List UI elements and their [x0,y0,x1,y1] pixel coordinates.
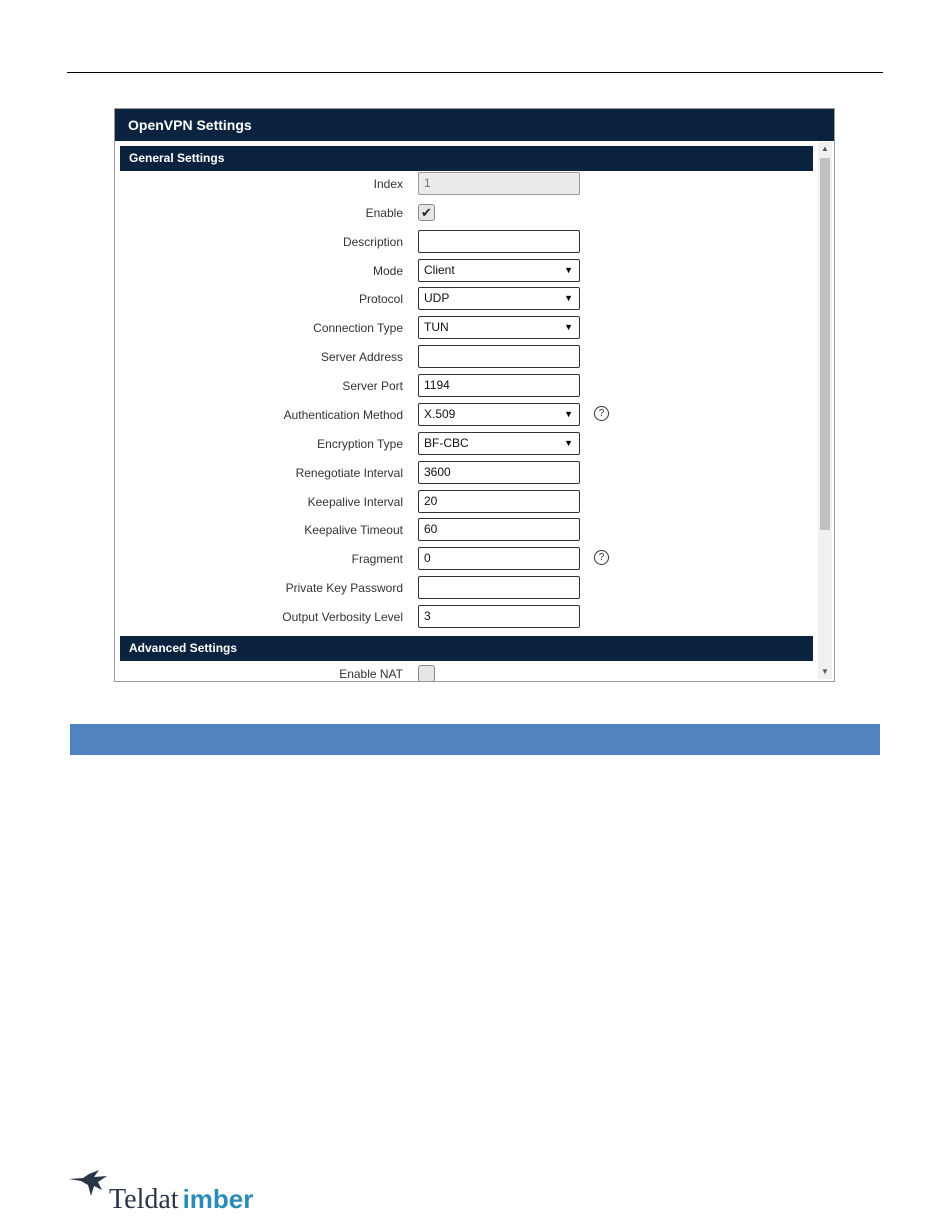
section-general-settings: General Settings [120,146,813,171]
row-mode [120,259,813,283]
logo-wordmark [109,1184,253,1216]
encryption-type-select[interactable] [418,432,580,455]
panel-title: OpenVPN Settings [115,109,834,141]
fragment-label: Fragment [351,552,403,566]
keepalive-interval-input[interactable]: 20 [418,490,580,513]
row-server-port [120,374,813,398]
dropdown-arrow-icon: ▼ [564,438,573,448]
encryption-type-value: BF-CBC [424,436,469,450]
authentication-method-select[interactable] [418,403,580,426]
connection-type-select[interactable] [418,316,580,339]
server-port-label: Server Port [342,379,403,393]
section-band [70,724,880,755]
private-key-password-label: Private Key Password [285,581,403,595]
connection-type-value: TUN [424,320,449,334]
openvpn-settings-panel [114,108,835,682]
dropdown-arrow-icon: ▼ [564,409,573,419]
row-enable [120,201,813,225]
server-port-input[interactable]: 1194 [418,374,580,397]
authentication-method-value: X.509 [424,407,456,421]
row-keepalive-interval [120,490,813,514]
fragment-input[interactable]: 0 [418,547,580,570]
protocol-value: UDP [424,291,450,305]
dropdown-arrow-icon: ▼ [564,293,573,303]
row-connection-type [120,316,813,340]
output-verbosity-level-label: Output Verbosity Level [282,610,403,624]
authentication-method-label: Authentication Method [283,408,403,422]
description-input[interactable] [418,230,580,253]
enable-nat-label: Enable NAT [339,667,403,681]
protocol-select[interactable] [418,287,580,310]
mode-select[interactable] [418,259,580,282]
connection-type-label: Connection Type [313,321,403,335]
row-encryption-type [120,432,813,456]
row-private-key-password [120,576,813,600]
row-index [120,172,813,196]
keepalive-interval-label: Keepalive Interval [307,495,403,509]
keepalive-timeout-label: Keepalive Timeout [304,523,403,537]
row-output-verbosity-level [120,605,813,629]
index-label: Index [373,177,403,191]
dropdown-arrow-icon: ▼ [564,322,573,332]
mode-value: Client [424,263,455,277]
row-enable-nat [120,662,813,682]
description-label: Description [342,235,403,249]
enable-nat-checkbox[interactable] [418,665,435,682]
renegotiate-interval-input[interactable]: 3600 [418,461,580,484]
enable-checkbox[interactable] [418,204,435,221]
vertical-scrollbar[interactable] [818,142,832,679]
server-address-label: Server Address [320,350,403,364]
protocol-label: Protocol [358,292,403,306]
output-verbosity-level-input[interactable]: 3 [418,605,580,628]
index-field: 1 [418,172,580,195]
help-icon[interactable]: ? [594,406,609,421]
scroll-up-arrow-icon[interactable]: ▲ [821,144,829,153]
row-renegotiate-interval [120,461,813,485]
private-key-password-input[interactable] [418,576,580,599]
row-description [120,230,813,254]
renegotiate-interval-label: Renegotiate Interval [295,466,403,480]
scrollbar-thumb[interactable] [820,158,830,530]
mode-label: Mode [372,264,403,278]
hummingbird-icon [69,1170,113,1204]
teldat-imber-logo [69,1170,279,1220]
checkmark-icon: ✔ [421,205,432,220]
scroll-down-arrow-icon[interactable]: ▼ [821,667,829,676]
logo-product: imber [182,1184,254,1214]
row-server-address [120,345,813,369]
encryption-type-label: Encryption Type [317,437,403,451]
server-address-input[interactable] [418,345,580,368]
row-keepalive-timeout [120,518,813,542]
section-advanced-settings: Advanced Settings [120,636,813,661]
enable-label: Enable [365,206,403,220]
page-top-rule [67,72,883,73]
keepalive-timeout-input[interactable]: 60 [418,518,580,541]
help-icon[interactable]: ? [594,550,609,565]
dropdown-arrow-icon: ▼ [564,265,573,275]
logo-brand: Teldat [109,1184,179,1215]
row-fragment [120,547,813,571]
row-authentication-method [120,403,813,427]
row-protocol [120,287,813,311]
